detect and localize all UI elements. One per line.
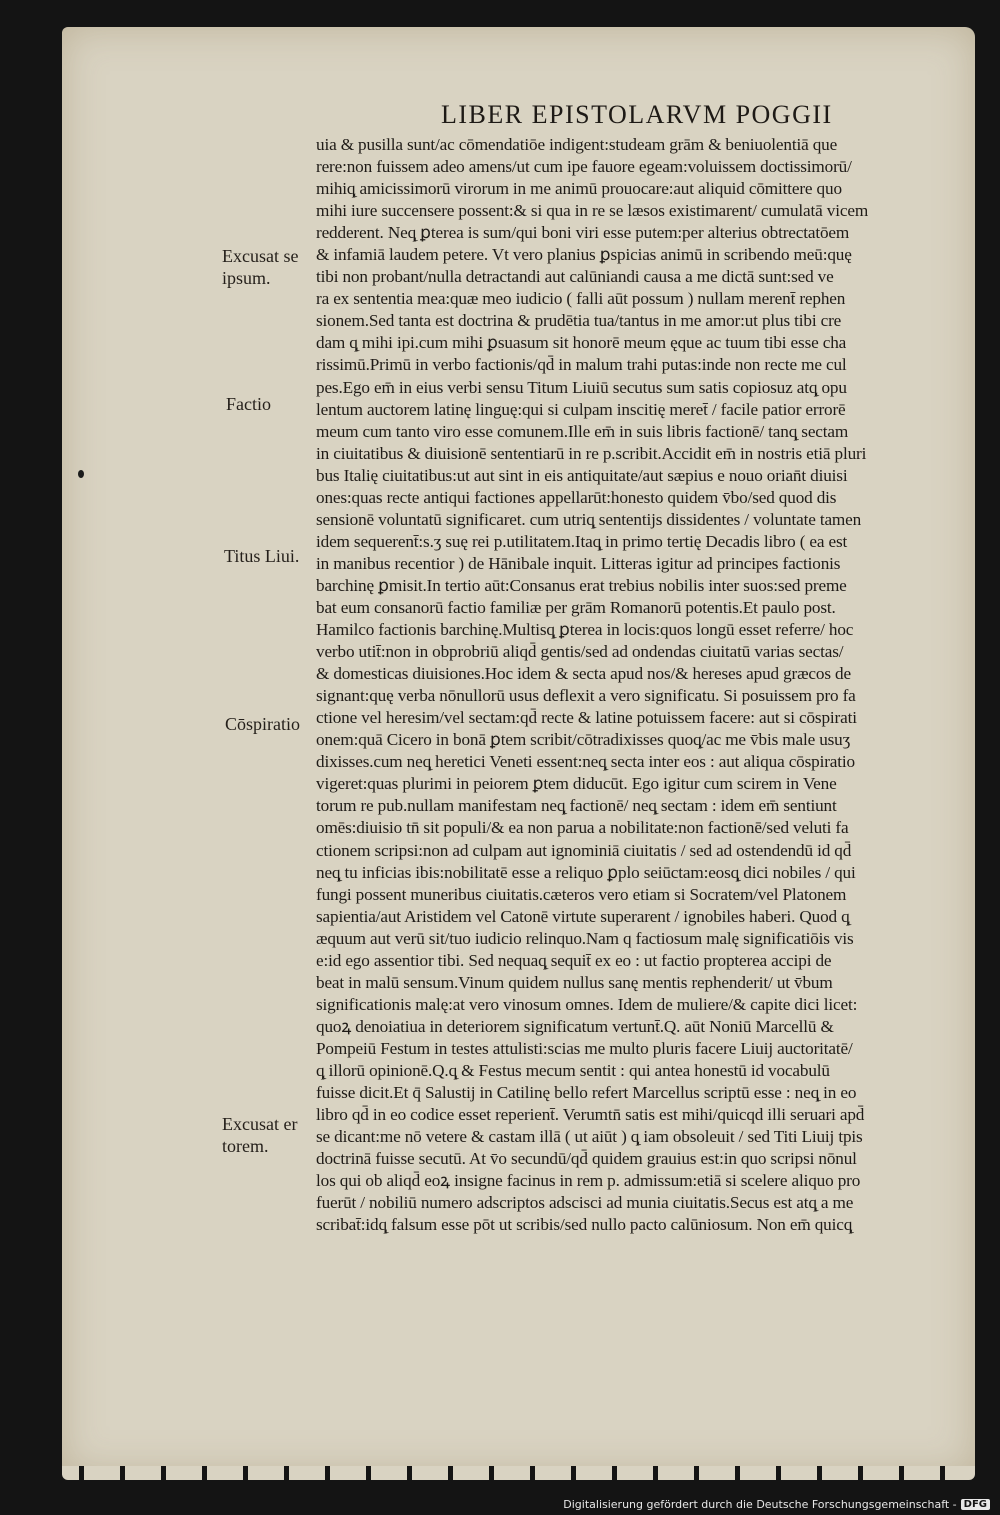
text-line: bus Italię ciuitatibus:ut aut sint in eis antiquitate/aut sæpius e nouo orian̄t diuisi (316, 465, 848, 485)
text-line: libro qd̄ in eo codice esset reperient̄. Verumtn̄ satis est mihi/quicqd illi seruari apd̄ (316, 1105, 865, 1125)
margin-note-factio (226, 393, 271, 415)
margin-note-excusat-errorem (222, 1113, 297, 1157)
text-line: fuisse dicit.Et q̄ Salustij in Catilinę bello refert Marcellus scriptū esse : neq̨ in eo (316, 1083, 857, 1103)
text-line: meum cum tanto viro esse comunem.Ille em̄ in suis libris factionē/ tanq̨ sectam (316, 421, 849, 441)
margin-note-titus-liui (224, 545, 299, 567)
text-line: idem sequerent̄:s.ʒ suę rei p.utilitatem.Itaq̨ in primo tertię Decadis libro ( ea est (316, 531, 848, 551)
text-line: pes.Ego em̄ in eius verbi sensu Titum Liuiū secutus sum satis copiosuz atq̨ opu (316, 377, 847, 397)
margin-note-line: Cōspiratio (225, 714, 300, 734)
margin-note-line: Factio (226, 394, 271, 414)
text-line: vigeret:quas plurimi in peiorem ꝑtem diducūt. Ego igitur cum scirem in Vene (316, 774, 837, 794)
text-line: rere:non fuissem adeo amens/ut cum ipe fauore egeam:voluissem doctissimorū/ (316, 157, 852, 177)
margin-note-line: Excusat er (222, 1114, 298, 1134)
dfg-logo: DFG (961, 1499, 990, 1510)
running-head: LIBER EPISTOLARVM POGGII (441, 100, 833, 129)
margin-note-line: Excusat se (222, 246, 299, 266)
margin-note-conspiratio (225, 713, 300, 735)
text-line: se dicant:me nō vetere & castam illā ( ut aiūt ) q̨ iam obsoleuit / sed Titi Liuij tpis (316, 1127, 863, 1147)
text-line: q̨ illorū opinionē.Q.q̨ & Festus mecum sentit : qui antea honestū id vocabulū (316, 1060, 830, 1080)
main-text-block (316, 134, 966, 1236)
text-line: signant:quę verba nōnullorū usus deflexit a vero significatu. Si posuissem pro fa (316, 686, 856, 706)
text-line: beat in malū sensum.Vinum quidem nullus sanę mentis rephenderit/ ut v̄bum (316, 972, 833, 992)
text-line: & domesticas diuisiones.Hoc idem & secta apud nos/& hereses apud græcos de (316, 664, 851, 684)
text-line: lentum auctorem latinę linguę:qui si culpam inscitię meret̄ / facile patior errorē (316, 399, 846, 419)
text-line: significationis malę:at vero vinosum omnes. Idem de muliere/& capite dici licet: (316, 994, 858, 1014)
text-line: fungi possent muneribus ciuitatis.cæteros vero etiam si Socratem/vel Platonem (316, 884, 847, 904)
ink-spot (78, 470, 84, 478)
text-line: ctionem scripsi:non ad culpam aut ignominiā ciuitatis / sed ad ostendendū id qd̄ (316, 840, 852, 860)
text-line: Pompeiū Festum in testes attulisti:scias me multo pluris facere Liuij auctoritatē/ (316, 1038, 853, 1058)
text-line: uia & pusilla sunt/ac cōmendatiōe indigent:studeam grām & beniuolentiā que (316, 135, 838, 154)
margin-note-line: ipsum. (222, 268, 271, 288)
text-line: doctrinā fuisse secutū. At v̄o secundū/qd̄ quidem grauius est:in quo scripsi nōnul (316, 1149, 857, 1169)
text-line: quoꝝ denoiatiua in deteriorem significatum vertunt̄.Q. aūt Noniū Marcellū & (316, 1016, 834, 1036)
text-line: & infamiā laudem petere. Vt vero planius ꝑspicias animū in scribendo meū:quę (316, 245, 852, 265)
text-line: rissimū.Primū in verbo factionis/qd̄ in malum trahi putas:inde non recte me cul (316, 355, 847, 375)
text-line: omēs:diuisio tn̄ sit populi/& ea non parua a nobilitate:non factionē/sed veluti fa (316, 818, 849, 838)
text-line: neq̨ tu inficias ibis:nobilitatē esse a reliquo ꝑplo seiūctam:eosq̨ dici nobiles / qui (316, 862, 856, 882)
text-line: dam q̨ mihi ipi.cum mihi ꝑsuasum sit honorē meum ęque ac tuum tibi esse cha (316, 333, 847, 353)
text-line: in ciuitatibus & diuisionē sententiarū in re p.scribit.Accidit em̄ in nostris etiā pluri (316, 443, 867, 463)
text-line: Hamilco factionis barchinę.Multisq̨ ꝑterea in locis:quos longū esset referre/ hoc (316, 620, 854, 640)
text-line: ra ex sententia mea:quæ meo iudicio ( falli aūt possum ) nullam merent̄ rephen (316, 289, 846, 309)
text-line: scribat̄:idq̨ falsum esse pōt ut scribis/sed nullo pacto calūniosum. Non em̄ quicq̨ (316, 1215, 853, 1235)
text-line: redderent. Neq̨ ꝑterea is sum/qui boni viri esse putem:per alterius obtrectatōem (316, 223, 850, 243)
text-line: in manibus recentior ) de Hānibale inquit. Litteras igitur ad principes factionis (316, 553, 841, 573)
text-line: sionem.Sed tanta est doctrina & prudētia tua/tantus in me amor:ut plus tibi cre (316, 311, 842, 331)
text-line: barchinę ꝑmisit.In tertio aūt:Consanus erat trebius nobilis inter suos:sed preme (316, 575, 847, 595)
text-line: tibi non probant/nulla detractandi aut calūniandi causa a me dictā sunt:sed ve (316, 267, 834, 287)
digitization-credit (563, 1498, 990, 1511)
text-line: fuerūt / nobiliū numero adscriptos adscisci ad munia ciuitatis.Secus est atq̨ a me (316, 1193, 854, 1213)
text-line: sensionē voluntatū significaret. cum utriq̨ sententijs dissidentes / voluntate tamen (316, 509, 862, 529)
text-line: sapientia/aut Aristidem vel Catonē virtute superarent / ignobiles haberi. Quod q̨ (316, 906, 850, 926)
margin-note-line: torem. (222, 1136, 269, 1156)
text-line: onem:quā Cicero in bonā ꝑtem scribit/cōtradixisses quoq̨/ac me v̄bis male usuʒ (316, 730, 851, 750)
text-line: dixisses.cum neq̨ heretici Veneti essent:neq̨ secta inter eos : aut aliqua cōspiratio (316, 752, 855, 772)
text-line: ctione vel heresim/vel sectam:qd̄ recte & latine potuissem facere: aut si cōspirati (316, 708, 857, 728)
text-line: mihiq̨ amicissimorū virorum in me animū prouocare:aut aliquid cōmittere quo (316, 179, 842, 199)
credit-text: Digitalisierung gefördert durch die Deutsche Forschungsgemeinschaft - (563, 1498, 957, 1511)
text-line: ones:quas recte antiqui factiones appellarūt:honesto quidem v̄bo/sed quod dis (316, 487, 837, 507)
text-line: bat eum consanorū factio familiæ per grām Romanorū potentis.Et paulo post. (316, 597, 836, 617)
text-line: mihi iure succensere possent:& si qua in re se læsos existimarent/ cumulatā vicem (316, 201, 869, 221)
text-line: æquum aut verū sit/tuo iudicio relinquo.Nam q factiosum malę significatiōis vis (316, 928, 854, 948)
text-line: e:id ego assentior tibi. Sed nequaq̨ sequit̄ ex eo : ut factio propterea accipi de (316, 950, 832, 970)
text-line: torum re pub.nullam manifestam neq̨ factionē/ neq̨ sectam : idem em̄ sentiunt (316, 796, 837, 816)
text-line: verbo utit̄:non in obprobriū aliqd̄ gentis/sed ad ondendas ciuitatū varias sectas/ (316, 642, 844, 662)
margin-note-excusat-se (222, 245, 298, 289)
text-line: los qui ob aliqd̄ eoꝝ insigne facinus in rem p. admissum:etiā si scelere aliquo pro (316, 1171, 861, 1191)
margin-note-line: Titus Liui. (224, 546, 300, 566)
